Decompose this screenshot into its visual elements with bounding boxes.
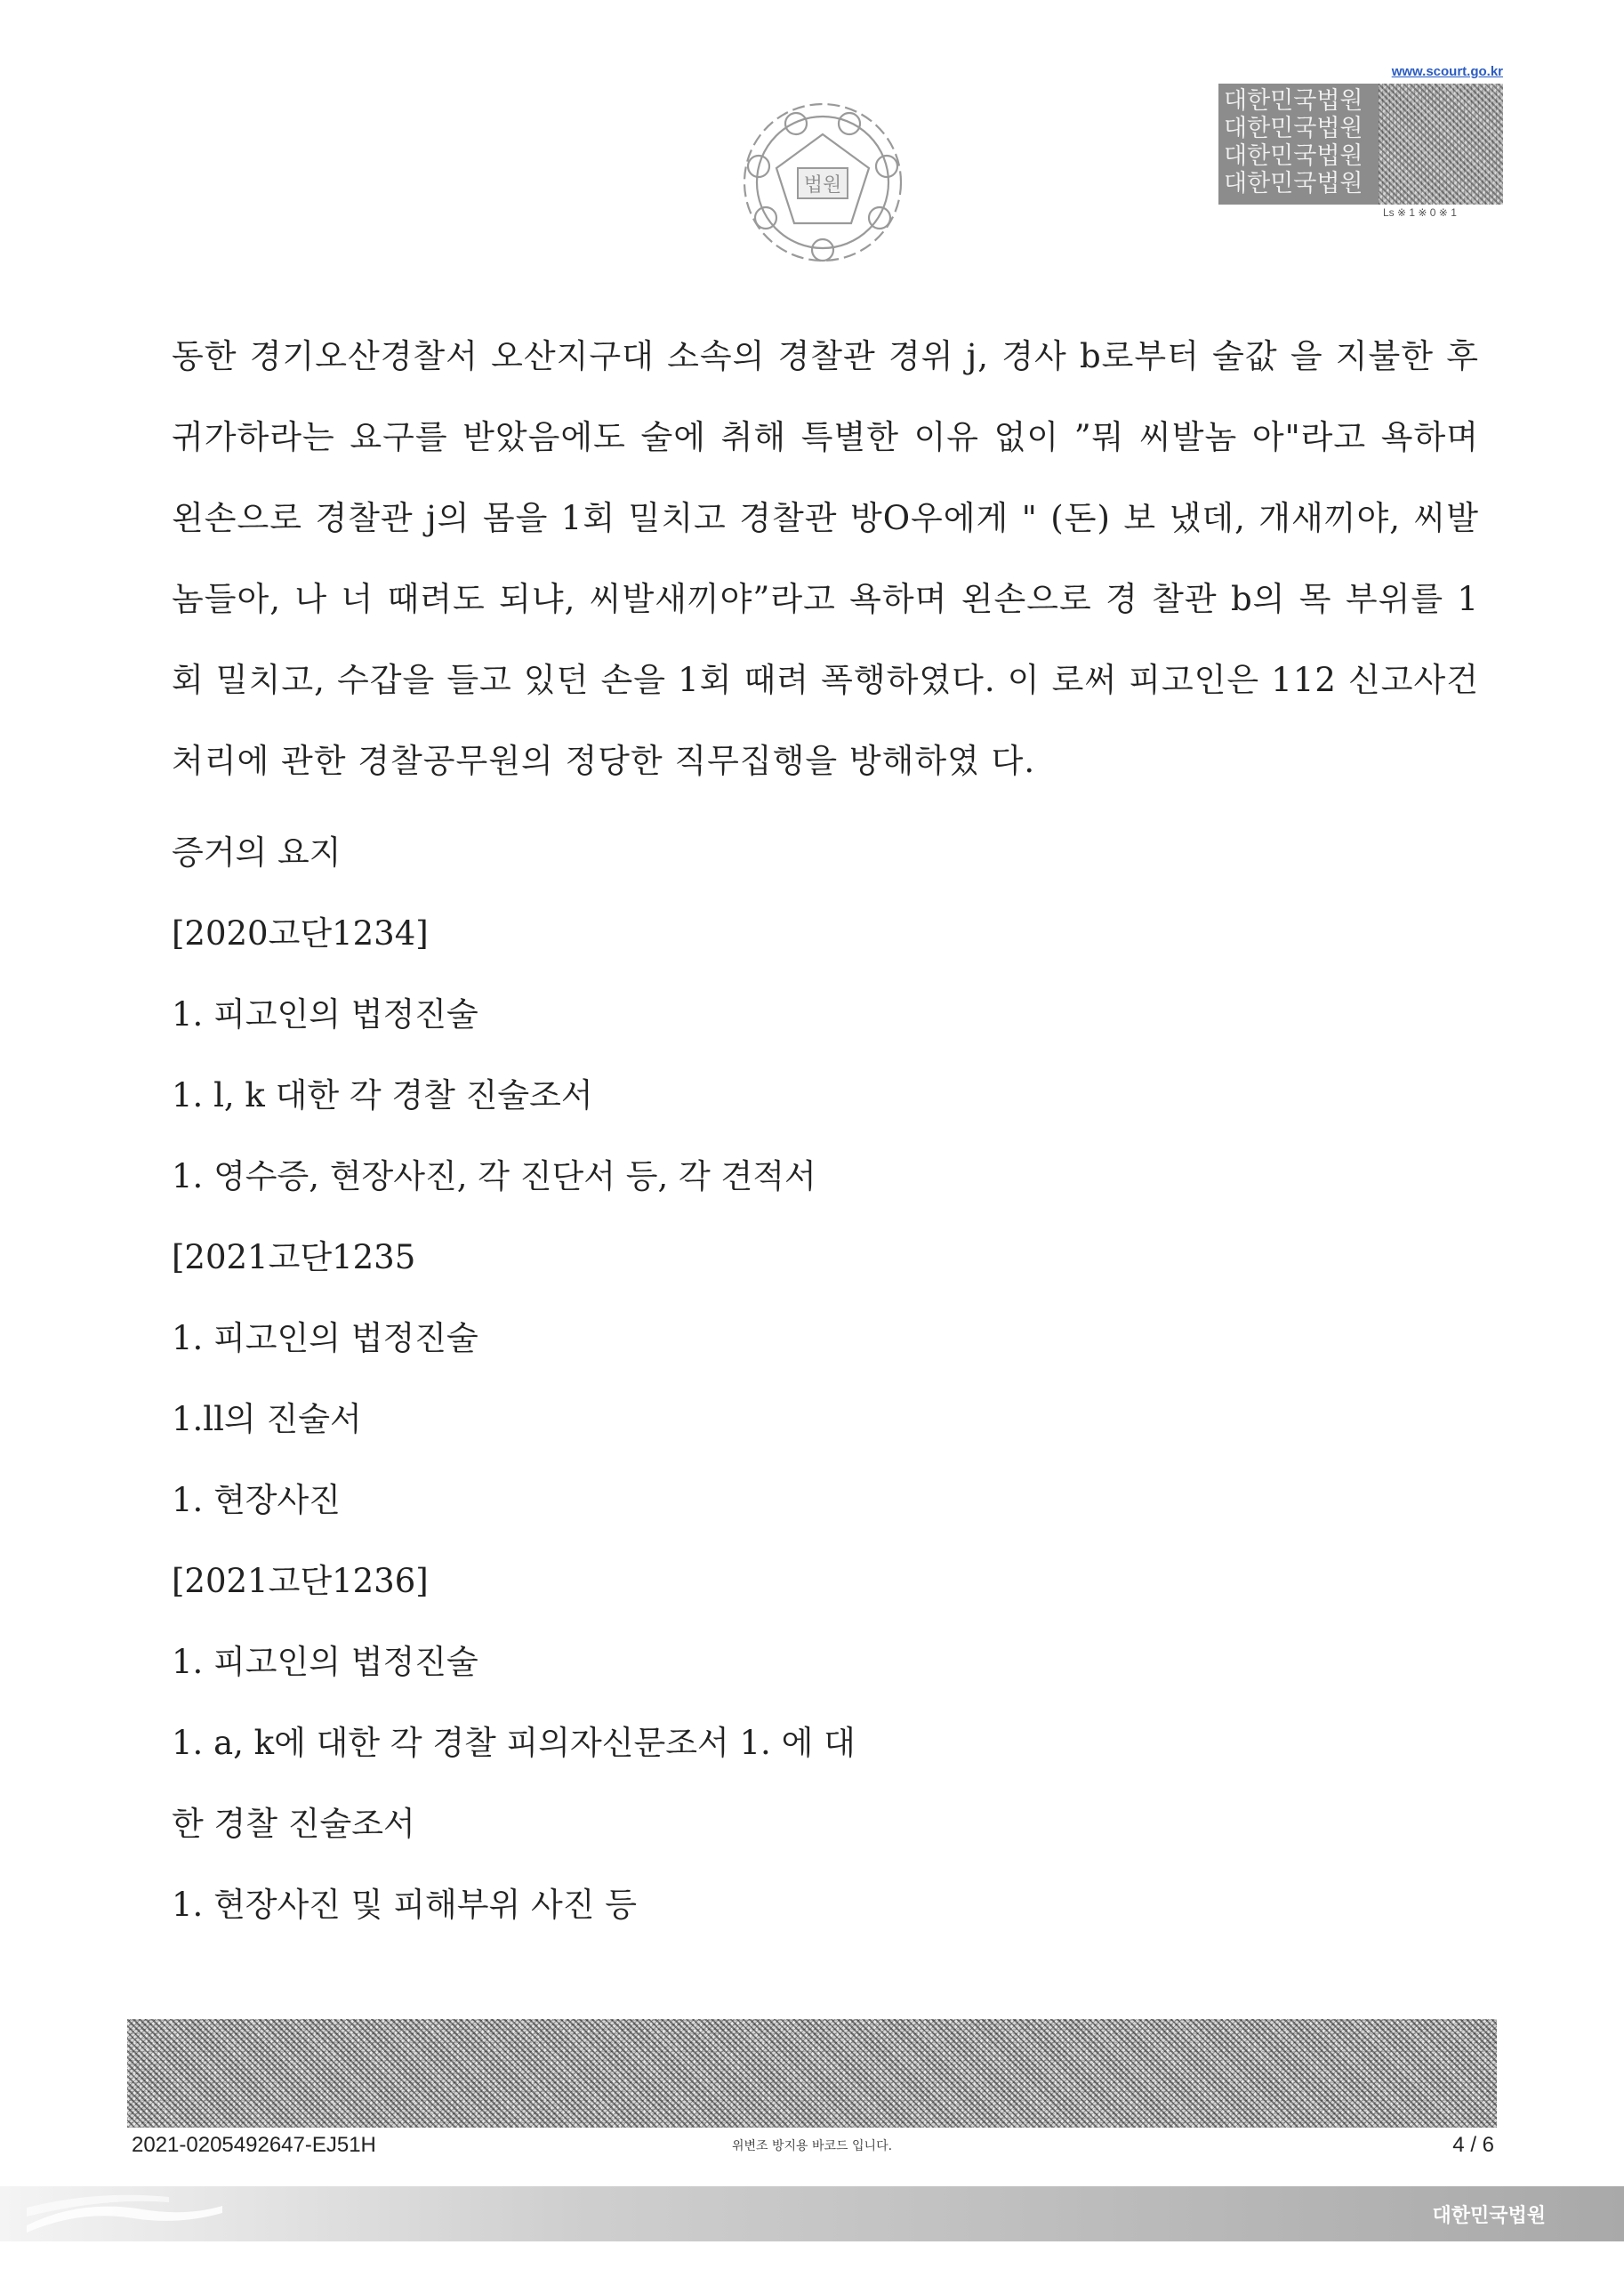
evidence-item: 1. a, k에 대한 각 경찰 피의자신문조서 1. 에 대	[172, 1724, 856, 1762]
stamp-text-lines	[1224, 87, 1375, 197]
anti-forgery-caption: 위변조 방지용 바코드 입니다.	[731, 2139, 893, 2153]
stamp-security-pattern	[1379, 84, 1503, 205]
document-body	[172, 316, 1479, 1945]
case-number: [2021고단1236]	[172, 1562, 429, 1600]
evidence-item: 1. l, k 대한 각 경찰 진술조서	[172, 1076, 593, 1114]
scourt-link[interactable]: www.scourt.go.kr	[1391, 64, 1503, 79]
facts-paragraph: 동한 경기오산경찰서 오산지구대 소속의 경찰관 경위 j, 경사 b로부터 술값 을 지불한 후 귀가하라는 요구를 받았음에도 술에 취해 특별한 이유 없이 ”뭐 씨발놈 아"라고 욕하며 왼손으로 경찰관 j의 몸을 1회 밀치고 경찰관 방O우에게 " (돈) 보 냈데, 개새끼야, 씨발놈들아, 나 너 때려도 되냐, 씨발새끼야”라고 욕하며 왼손으로 경 찰관 b의 목 부위를 1회 밀치고, 수갑을 들고 있던 손을 1회 때려 폭행하였다. 이 로써 피고인은 112 신고사건 처리에 관한 경찰공무원의 정당한 직무집행을 방해하였 다.	[172, 337, 1479, 780]
stamp-code: Ls ※ 1 ※ 0 ※ 1	[1383, 206, 1457, 219]
evidence-item: 1. 영수증, 현장사진, 각 진단서 등, 각 견적서	[172, 1157, 816, 1195]
evidence-item-continued: 한 경찰 진술조서	[172, 1805, 415, 1843]
footer-brand: 대한민국법원	[1432, 2205, 1546, 2227]
seal-text: 법원	[803, 174, 842, 197]
stamp-line: 대한민국법원	[1224, 115, 1363, 142]
section-heading-evidence: 증거의 요지	[172, 833, 342, 872]
swoosh-logo-icon	[27, 2190, 222, 2240]
case-number: [2020고단1234]	[172, 914, 429, 953]
stamp-box	[1218, 84, 1503, 205]
evidence-item: 1. 피고인의 법정진술	[172, 995, 478, 1034]
evidence-item: 1. 피고인의 법정진술	[172, 1643, 478, 1681]
evidence-item: 1. 현장사진	[172, 1481, 342, 1519]
document-id: 2021-0205492647-EJ51H	[132, 2133, 376, 2157]
stamp-line: 대한민국법원	[1224, 170, 1363, 197]
evidence-item: 1.ll의 진술서	[172, 1400, 362, 1438]
footer-band	[0, 2186, 1624, 2241]
evidence-item: 1. 현장사진 및 피해부위 사진 등	[172, 1886, 638, 1924]
court-issuance-stamp	[1218, 53, 1503, 231]
page-number: 4 / 6	[1452, 2133, 1494, 2157]
court-seal-emblem	[734, 93, 912, 271]
stamp-line: 대한민국법원	[1224, 142, 1363, 170]
anti-forgery-barcode	[127, 2019, 1497, 2128]
evidence-item: 1. 피고인의 법정진술	[172, 1319, 478, 1357]
case-number: [2021고단1235	[172, 1238, 416, 1276]
stamp-line: 대한민국법원	[1224, 87, 1363, 115]
